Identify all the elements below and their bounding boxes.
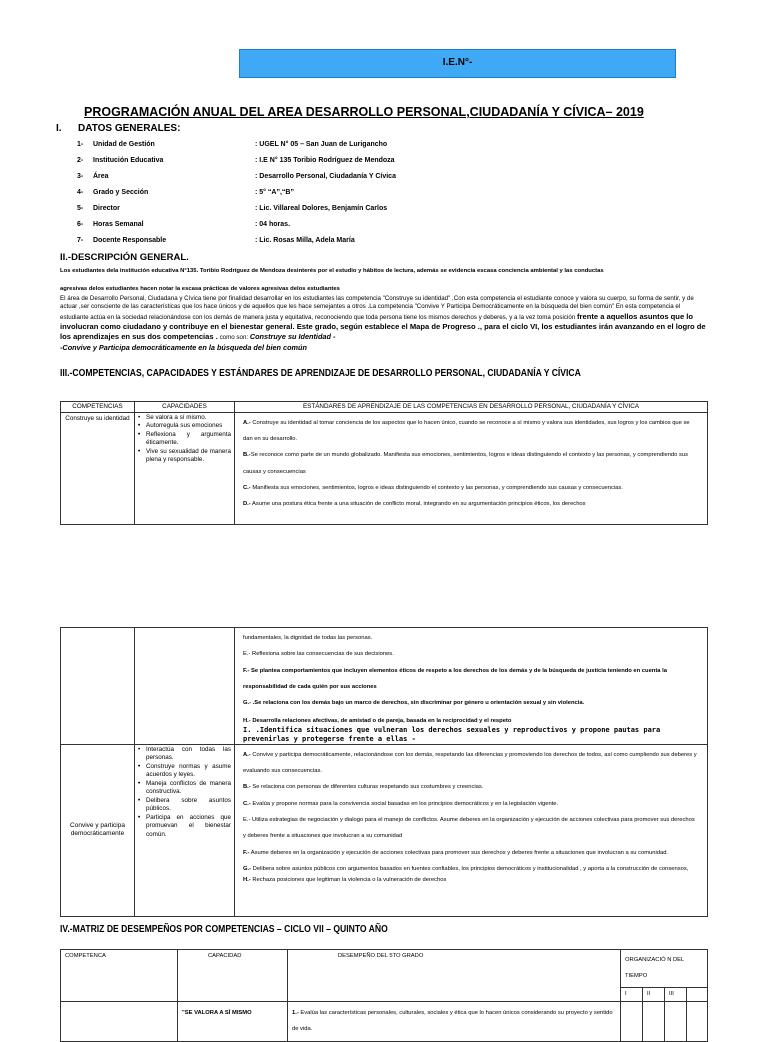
general-num: 2-	[77, 157, 84, 164]
competence-cell: Convive y participa democráticamente	[61, 744, 135, 916]
general-key: Director	[93, 205, 120, 212]
general-num: 3-	[77, 173, 84, 180]
general-key: Docente Responsable	[93, 237, 167, 244]
standard-item: B.-Se reconoce como parte de un mundo globalizado. Manifiesta sus emociones, sentimientos, logros e ideas distinguiendo el contexto y las personas, y comprendiendo sus causas y consecuencias	[243, 452, 689, 475]
competence-cell: Construye su identidad	[61, 412, 135, 524]
section-description-title: II.-DESCRIPCIÓN GENERAL.	[60, 252, 189, 263]
document-title: PROGRAMACIÓN ANUAL DEL AREA DESARROLLO PERSONAL,CIUDADANÍA Y CÍVICA– 2019	[84, 105, 644, 119]
standard-item: A.- Convive y participa democráticamente, relacionándose con los demás, respetando las diferencias y promoviendo los derechos de todos, así como cumpliendo sus deberes y evaluando sus consecuencias.	[243, 751, 697, 775]
standard-item: G.- .Se relaciona con los demás bajo un marco de derechos, sin discriminar por género u orientación sexual y sin violencia.	[243, 700, 585, 707]
general-row	[77, 221, 290, 233]
standard-item: H.- Rechaza posiciones que legitiman la violencia o la vulneración de derechos	[243, 877, 447, 884]
section-general-data	[56, 123, 180, 136]
capacity-item: • Se valora a sí mismo.	[138, 414, 231, 423]
description-text: como son:	[217, 334, 250, 342]
general-key: Área	[93, 173, 109, 180]
standard-item: G.- Delibera sobre asuntos públicos con argumentos basados en fuentes confiables, los principios democráticos y institucionalidad , y aporta a la construcción de consensos,	[243, 865, 689, 872]
capacities-cell-empty	[135, 628, 235, 745]
standard-item: F.- Asume deberes en la organización y ejecución de acciones colectivas para promover sus derechos y deberes frente a situaciones que involucran a su comunidad.	[243, 849, 669, 856]
capacity-cell: "SE VALORA A SÍ MISMO	[178, 1002, 288, 1042]
general-num: 7-	[77, 237, 84, 244]
standard-item: fundamentales, la dignidad de todas las personas.	[243, 635, 373, 641]
capacity-item: • Interactúa con todas las personas.	[138, 746, 231, 763]
standards-cell	[235, 744, 708, 916]
description-paragraph: Los estudiantes dela institución educativa N°135. Toribio Rodríguez de Mendoza desinterés por el estudio y hábitos de lectura, además se evidencia escasa conciencia ambiental y las conductas	[60, 268, 604, 274]
standard-item: E.- Utiliza estrategias de negociación y dialogo para el manejo de conflictos. Asume deberes en la organización y ejecución de acciones colectivas para promover sus derechos y deberes frente a situaciones que involucran a su comunidad	[243, 816, 695, 840]
general-row	[77, 237, 355, 249]
table-header: ORGANIZACIÓ N DEL TIEMPO	[621, 950, 708, 988]
general-value: : 5° “A”,“B”	[255, 189, 294, 196]
general-value: : Desarrollo Personal, Ciudadanía Y Cívica	[255, 173, 396, 180]
general-num: 4-	[77, 189, 84, 196]
table-header: COMPETENCA	[61, 950, 178, 1002]
competence-cell-empty	[61, 628, 135, 745]
standard-item: A.- Construye su identidad al tomar conciencia de los aspectos que lo hacen único, cuando se reconoce a sí mismo y valora sus identidades, sus logros y los cambios que se dan en su desarrollo.	[243, 419, 690, 443]
capacity-item: • Maneja conflictos de manera constructiva.	[138, 780, 231, 797]
period-cell	[643, 1002, 665, 1042]
general-value: : Lic. Villareal Dolores, Benjamín Carlos	[255, 205, 388, 212]
table-header: CAPACIDAD	[178, 950, 288, 1002]
table-header: CAPACIDADES	[135, 402, 235, 413]
general-value: : UGEL N° 05 – San Juan de Lurigancho	[255, 141, 388, 148]
table-header: DESEMPEÑO DEL 5TO GRADO	[288, 950, 621, 1002]
capacity-item: • Autorregula sus emociones	[138, 422, 231, 431]
period-header: II	[643, 988, 665, 1002]
general-key: Unidad de Gestión	[93, 141, 155, 148]
general-num: 1-	[77, 141, 84, 148]
performance-matrix-table	[60, 949, 708, 1042]
general-value: : Lic. Rosas Milla, Adela María	[255, 237, 355, 244]
standard-item: H.- Desarrolla relaciones afectivas, de amistad o de pareja, basada en la reciprocidad y el respeto	[243, 718, 512, 725]
period-cell	[665, 1002, 687, 1042]
standard-item: F.- Se plantea comportamientos que incluyen elementos éticos de respeto a los derechos de los demás y de la búsqueda de justicia teniendo en cuenta la responsabilidad de cada quién por sus acciones	[243, 667, 667, 690]
performance-cell: 1.- Evalúa las características personales, culturales, sociales y ética que lo hacen únicos considerando su proyecto y sentido de vida.	[288, 1002, 621, 1042]
standard-item: B.- Se relaciona con personas de diferentes culturas respetando sus costumbres y creencias.	[243, 784, 484, 791]
capacity-item: • Delibera sobre asuntos públicos.	[138, 797, 231, 814]
general-row	[77, 205, 387, 217]
capacities-cell	[135, 412, 235, 524]
standards-cell	[235, 412, 708, 524]
standard-item: D.- Asume una postura ética frente a una situación de conflicto moral, integrando en su argumentación principios éticos, los derechos	[243, 501, 586, 508]
description-italic-text: Construye su Identidad -	[249, 332, 336, 342]
institution-number-box	[239, 49, 676, 78]
general-key: Horas Semanal	[93, 221, 144, 228]
general-row	[77, 141, 387, 153]
section-competencies-title: III.-COMPETENCIAS, CAPACIDADES Y ESTÁNDARES DE APRENDIZAJE DE DESARROLLO PERSONAL, CIUDADANÍA Y CÍVICA	[60, 368, 581, 379]
general-row	[77, 189, 294, 201]
general-key: Grado y Sección	[93, 189, 149, 196]
general-row	[77, 157, 395, 169]
period-cell	[687, 1002, 708, 1042]
capacity-item: • Construye normas y asume acuerdos y leyes.	[138, 763, 231, 780]
general-num: 5-	[77, 205, 84, 212]
period-header: I	[621, 988, 643, 1002]
general-value: : I.E N° 135 Toribio Rodríguez de Mendoza	[255, 157, 395, 164]
period-header-empty	[687, 988, 708, 1002]
general-row	[77, 173, 396, 185]
capacity-item: • Vive su sexualidad de manera plena y responsable.	[138, 448, 231, 465]
table-header: COMPETENCIAS	[61, 402, 135, 413]
standard-item: C.- Evalúa y propone normas para la convivencia social basadas en los principios democráticos y en la legislación vigente.	[243, 800, 559, 807]
description-bold-text: frente a aquellos asuntos que lo involucran como ciudadano y contribuye en el bienestar general. Este grado, según establece el Mapa de Progreso ., para el ciclo VI, los estudiantes irán avanzando en el logro de los aprendizajes en sus dos competencias .	[60, 311, 706, 342]
description-paragraph	[60, 295, 708, 353]
competence-cell-empty	[61, 1002, 178, 1042]
description-paragraph: agresivas delos estudiantes hacen notar la escasa prácticas de valores agresivas delos estudiantes	[60, 286, 340, 292]
section-label: DATOS GENERALES:	[78, 123, 181, 134]
description-text: El área de Desarrollo Personal, Ciudadana y Cívica tiene por finalidad desarrollar en los estudiantes las competencia "Construye su identidad" ,Con esta competencia el estudiante conoce y valora su cuerpo, su forma de sentir, y de actuar ,ser consciente de las características que los hace únicos y de aquellos que les hace semejantes a otros .La competencia "Convive Y Participa Democráticamente en la búsqueda del bien común" En esta competencia el estudiante actúa en la sociedad relacionándose con los demás de manera justa y equitativa, reconociendo que toda persona tiene los mismos derechos y deberes, y a la vez toma posición	[60, 295, 694, 321]
institution-number: I.E.N°-	[442, 57, 473, 69]
description-italic-line: -Convive y Participa democráticamente en la búsqueda del bien común	[60, 342, 307, 352]
standard-item: C.- Manifiesta sus emociones, sentimientos, logros e ideas distinguiendo el contexto y las personas, y comprendiendo sus causas y consecuencias.	[243, 485, 623, 492]
competencies-table-2	[60, 627, 708, 917]
competencies-table-1	[60, 401, 708, 525]
general-key: Institución Educativa	[93, 157, 164, 164]
standards-continued-cell	[235, 628, 708, 745]
capacities-cell	[135, 744, 235, 916]
period-cell	[621, 1002, 643, 1042]
general-num: 6-	[77, 221, 84, 228]
standard-item: E.- Reflexiona sobre las consecuencias de sus decisiones.	[243, 651, 394, 658]
capacity-item: • Participa en acciones que promuevan el bienestar común.	[138, 814, 231, 840]
section-matrix-title: IV.-MATRIZ DE DESEMPEÑOS POR COMPETENCIAS – CICLO VII – QUINTO AÑO	[60, 924, 388, 935]
general-value: : 04 horas.	[255, 221, 291, 228]
period-header: III	[665, 988, 687, 1002]
standard-item: I. .Identifica situaciones que vulneran los derechos sexuales y reproductivos y propone pautas para prevenirlas y protegerse frente a ellas -	[243, 725, 661, 743]
capacity-item: • Reflexiona y argumenta éticamente.	[138, 431, 231, 448]
table-header: ESTÁNDARES DE APRENDIZAJE DE LAS COMPETENCIAS EN DESARROLLO PERSONAL, CIUDADANÍA Y CÍVICA	[235, 402, 708, 413]
section-number: I.	[56, 123, 62, 134]
